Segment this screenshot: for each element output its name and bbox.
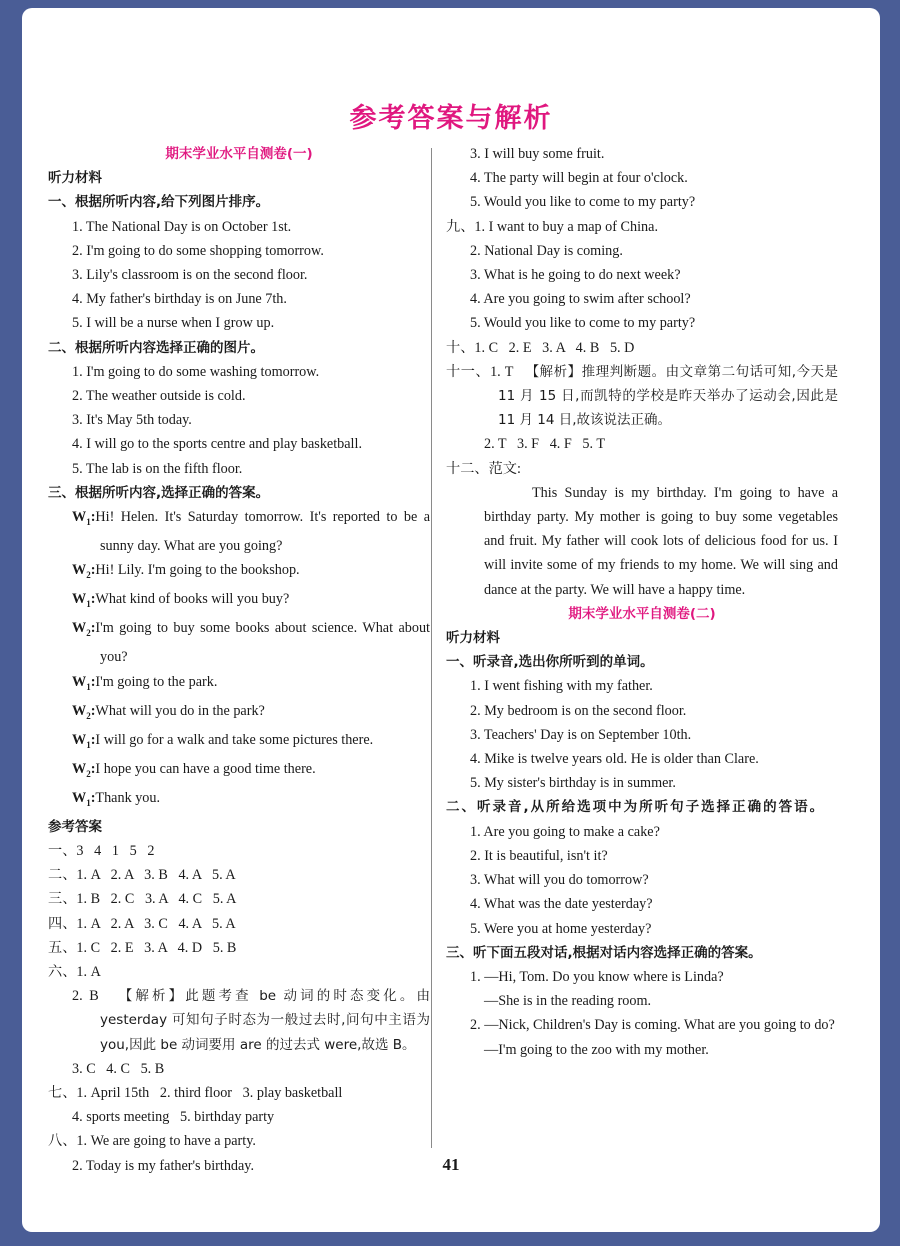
list-item: 3. What will you do tomorrow? (470, 872, 649, 889)
q1-heading: 一、听录音,选出你所听到的单词。 (446, 654, 654, 671)
list-item: 1. I went fishing with my father. (470, 678, 653, 695)
answer-row: 2. National Day is coming. (470, 242, 623, 259)
essay-label: 十二、范文: (446, 460, 521, 477)
listening-label: 听力材料 (446, 630, 500, 647)
dialogue-line (48, 670, 430, 699)
answer-row: 4. Are you going to swim after school? (470, 291, 691, 308)
speaker-index: 1 (86, 739, 91, 750)
dialogue-line: 1. —Hi, Tom. Do you know where is Linda? (470, 968, 724, 985)
document-page (22, 8, 880, 1232)
list-item: 5. Were you at home yesterday? (470, 920, 652, 937)
answers-label: 参考答案 (48, 818, 102, 835)
q3-heading: 三、根据所听内容,选择正确的答案。 (48, 484, 270, 501)
list-item: 2. I'm going to do some shopping tomorrow. (72, 242, 324, 259)
answer-row: 一、3 4 1 5 2 (48, 842, 155, 859)
analysis-mark: 【解析】 (118, 988, 186, 1005)
dialogue-text: What kind of books will you buy? (95, 591, 290, 608)
speaker-letter: W (72, 731, 87, 748)
list-item: 3. It's May 5th today. (72, 412, 192, 429)
speaker-index: 1 (86, 681, 91, 692)
speaker-label: $W_2$: (72, 562, 96, 581)
answer-explanation (446, 360, 838, 433)
list-item: 1. Are you going to make a cake? (470, 823, 660, 840)
answer-row: 四、1. A 2. A 3. C 4. A 5. A (48, 915, 236, 932)
speaker-label: $W_1$: (72, 731, 96, 750)
dialogue-text: What will you do in the park? (95, 702, 265, 719)
dialogue-text: I'm going to buy some books about science. What about you? (95, 620, 430, 666)
q3-heading: 三、听下面五段对话,根据对话内容选择正确的答案。 (446, 944, 762, 961)
answer-row: 二、1. A 2. A 3. B 4. A 5. A (48, 867, 236, 884)
column-divider (431, 148, 432, 1148)
speaker-index: 2 (86, 628, 91, 639)
dialogue (48, 505, 430, 815)
list-item: 3. Lily's classroom is on the second floor. (72, 267, 308, 284)
dialogue-line (48, 587, 430, 616)
answer-row: 5. Would you like to come to my party? (470, 315, 696, 332)
speaker-letter: W (72, 591, 87, 608)
speaker-label: $W_1$: (72, 509, 96, 527)
speaker-index: 2 (86, 570, 91, 581)
list-item: 4. My father's birthday is on June 7th. (72, 291, 287, 308)
answer-row: 五、1. C 2. E 3. A 4. D 5. B (48, 939, 237, 956)
speaker-index: 2 (86, 768, 91, 779)
answer-row: 5. Would you like to come to my party? (470, 194, 696, 211)
speaker-letter: W (72, 760, 87, 777)
q1-heading: 一、根据所听内容,给下列图片排序。 (48, 194, 270, 211)
speaker-index: 1 (86, 516, 91, 527)
analysis-text: 此题考查 be 动词的时态变化。由 yesterday 可知句子时态为一般过去时,问句中主语为 you,因此 be 动词要用 are 的过去式 were,故选 B。 (100, 988, 430, 1053)
answer-row: 三、1. B 2. C 3. A 4. C 5. A (48, 891, 237, 908)
test2-title: 期末学业水平自测卷(二) (568, 605, 716, 622)
speaker-label: $W_1$: (72, 591, 96, 610)
test1-title: 期末学业水平自测卷(一) (165, 146, 313, 162)
analysis-mark: 【解析】 (525, 363, 582, 380)
speaker-letter: W (72, 702, 87, 719)
dialogue-line (48, 558, 430, 587)
list-item: 1. I'm going to do some washing tomorrow. (72, 363, 320, 380)
dialogue-line (48, 786, 430, 815)
answer-number: 2. B (72, 988, 99, 1005)
speaker-label: $W_2$: (72, 620, 96, 639)
dialogue-line: —I'm going to the zoo with my mother. (484, 1041, 709, 1058)
essay-text: This Sunday is my birthday. I'm going to have a birthday party. My mother is going to buy some vegetables and fruit. My father will cook lots of delicious food for us. I will invite some of my friends to my home. We will sing and dance at the party. We will have a happy time. (484, 484, 838, 598)
list-item: 2. It is beautiful, isn't it? (470, 847, 608, 864)
q2-heading: 二、听录音,从所给选项中为所听句子选择正确的答语。 (446, 799, 826, 816)
left-column (48, 142, 430, 1178)
list-item: 4. I will go to the sports centre and play basketball. (72, 436, 362, 453)
list-item: 5. My sister's birthday is in summer. (470, 775, 676, 792)
analysis-text: 推理判断题。由文章第二句话可知,今天是 11 月 15 日,而凯特的学校是昨天举办了运动会,因此是 11 月 14 日,故该说法正确。 (498, 363, 839, 429)
dialogue-line (48, 728, 430, 757)
list-item: 2. The weather outside is cold. (72, 388, 246, 405)
speaker-label: $W_1$: (72, 789, 96, 808)
speaker-letter: W (72, 562, 87, 579)
answer-row: 2. Today is my father's birthday. (72, 1157, 255, 1174)
list-item: 5. I will be a nurse when I grow up. (72, 315, 275, 332)
speaker-label: $W_1$: (72, 673, 96, 692)
answer-row: 3. What is he going to do next week? (470, 267, 681, 284)
right-column (446, 142, 838, 1062)
page-number: 41 (442, 1155, 460, 1174)
speaker-label: $W_2$: (72, 760, 96, 779)
dialogue-text: Hi! Helen. It's Saturday tomorrow. It's reported to be a sunny day. What are you going? (95, 509, 430, 555)
answer-row: 六、1. A (48, 963, 101, 980)
speaker-letter: W (72, 789, 87, 806)
answer-row: 4. The party will begin at four o'clock. (470, 170, 688, 187)
answer-row: 2. T 3. F 4. F 5. T (484, 436, 606, 453)
speaker-index: 2 (86, 710, 91, 721)
answer-row: 九、1. I want to buy a map of China. (446, 218, 658, 235)
list-item: 4. What was the date yesterday? (470, 896, 653, 913)
dialogue-line (48, 699, 430, 728)
answer-row: 十、1. C 2. E 3. A 4. B 5. D (446, 339, 635, 356)
list-item: 2. My bedroom is on the second floor. (470, 702, 687, 719)
speaker-label: $W_2$: (72, 702, 96, 721)
dialogue-line: 2. —Nick, Children's Day is coming. What are you going to do? (470, 1017, 835, 1034)
speaker-letter: W (72, 509, 87, 526)
speaker-index: 1 (86, 599, 91, 610)
answer-row: 3. I will buy some fruit. (470, 146, 605, 162)
answer-row: 4. sports meeting 5. birthday party (72, 1109, 275, 1126)
list-item: 1. The National Day is on October 1st. (72, 218, 292, 235)
dialogue-line (48, 616, 430, 669)
answer-number: 十一、1. T (446, 363, 514, 380)
dialogue-text: I hope you can have a good time there. (95, 760, 316, 777)
dialogue-line (48, 505, 430, 558)
answer-row: 七、1. April 15th 2. third floor 3. play basketball (48, 1084, 343, 1101)
dialogue-line: —She is in the reading room. (484, 993, 652, 1010)
page-title: 参考答案与解析 (349, 103, 553, 134)
speaker-index: 1 (86, 797, 91, 808)
listening-label: 听力材料 (48, 170, 102, 187)
speaker-letter: W (72, 673, 87, 690)
answer-row: 3. C 4. C 5. B (72, 1060, 165, 1077)
list-item: 5. The lab is on the fifth floor. (72, 460, 243, 477)
dialogue-text: Thank you. (95, 789, 161, 806)
answer-explanation (48, 984, 430, 1057)
answer-row: 八、1. We are going to have a party. (48, 1133, 256, 1150)
dialogue-line (48, 757, 430, 786)
list-item: 3. Teachers' Day is on September 10th. (470, 726, 692, 743)
list-item: 4. Mike is twelve years old. He is older than Clare. (470, 751, 759, 768)
dialogue-text: Hi! Lily. I'm going to the bookshop. (95, 562, 300, 579)
q2-heading: 二、根据所听内容选择正确的图片。 (48, 339, 264, 356)
speaker-letter: W (72, 620, 87, 637)
dialogue-text: I'm going to the park. (95, 673, 218, 690)
dialogue-text: I will go for a walk and take some pictures there. (95, 731, 374, 748)
